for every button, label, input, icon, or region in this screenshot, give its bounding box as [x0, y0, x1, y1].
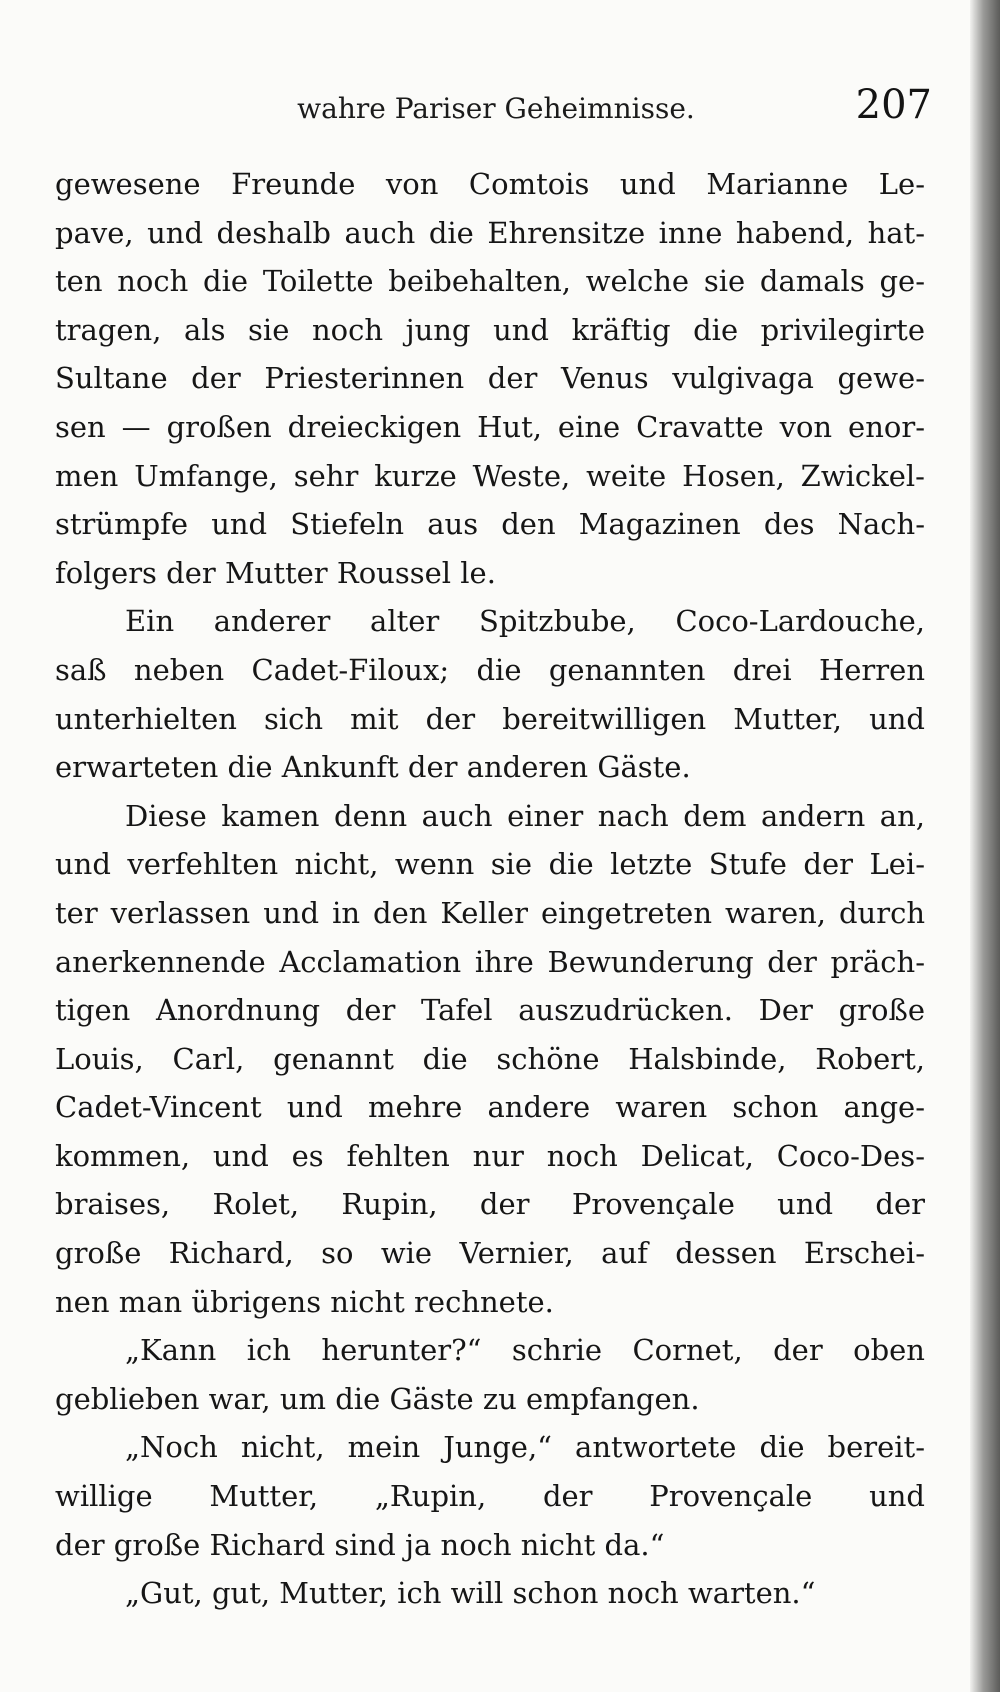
text-line: willige Mutter, „Rupin, der Provençale und: [55, 1479, 925, 1514]
body-text: [55, 160, 925, 1630]
text-line: tigen Anordnung der Tafel auszudrücken. Der große: [55, 993, 925, 1028]
text-line: saß neben Cadet-Filoux; die genannten drei Herren: [55, 652, 925, 687]
text-line: Louis, Carl, genannt die schöne Halsbinde, Robert,: [55, 1041, 925, 1076]
text-line: ten noch die Toilette beibehalten, welche sie damals ge-: [55, 264, 925, 299]
page-number: 207: [855, 82, 932, 128]
text-line: tragen, als sie noch jung und kräftig die privilegirte: [55, 312, 925, 347]
page-header: [60, 82, 932, 142]
text-line: geblieben war, um die Gäste zu empfangen.: [55, 1381, 700, 1416]
text-line: kommen, und es fehlten nur noch Delicat, Coco-Des-: [55, 1138, 925, 1173]
text-line: Cadet-Vincent und mehre andere waren schon ange-: [55, 1090, 925, 1125]
text-line: der große Richard sind ja noch nicht da.“: [55, 1527, 665, 1562]
text-line: „Gut, gut, Mutter, ich will schon noch warten.“: [125, 1576, 816, 1611]
text-line: Diese kamen denn auch einer nach dem andern an,: [125, 798, 925, 833]
text-line: und verfehlten nicht, wenn sie die letzte Stufe der Lei-: [55, 847, 925, 882]
text-line: große Richard, so wie Vernier, auf dessen Erschei-: [55, 1236, 925, 1271]
running-title: wahre Pariser Geheimnisse.: [297, 92, 695, 125]
text-line: braises, Rolet, Rupin, der Provençale und der: [55, 1187, 925, 1222]
text-line: unterhielten sich mit der bereitwilligen Mutter, und: [55, 701, 925, 736]
text-line: strümpfe und Stiefeln aus den Magazinen des Nach-: [55, 507, 925, 542]
text-line: pave, und deshalb auch die Ehrensitze inne habend, hat-: [55, 215, 925, 250]
text-line: men Umfange, sehr kurze Weste, weite Hosen, Zwickel-: [55, 458, 925, 493]
text-line: gewesene Freunde von Comtois und Marianne Le-: [55, 167, 925, 201]
text-line: ter verlassen und in den Keller eingetreten waren, durch: [55, 895, 925, 930]
text-line: erwarteten die Ankunft der anderen Gäste.: [55, 750, 691, 785]
text-line: sen — großen dreieckigen Hut, eine Cravatte von enor-: [55, 409, 925, 444]
text-line: „Kann ich herunter?“ schrie Cornet, der oben: [125, 1333, 925, 1368]
text-line: Ein anderer alter Spitzbube, Coco-Lardouche,: [125, 604, 925, 639]
text-line: anerkennende Acclamation ihre Bewunderung der präch-: [55, 944, 925, 979]
text-line: Sultane der Priesterinnen der Venus vulgivaga gewe-: [55, 361, 925, 396]
text-line: „Noch nicht, mein Junge,“ antwortete die bereit-: [125, 1430, 925, 1465]
text-line: folgers der Mutter Roussel le.: [55, 555, 496, 590]
page-binding-shadow: [970, 0, 1000, 1692]
text-line: nen man übrigens nicht rechnete.: [55, 1284, 554, 1319]
